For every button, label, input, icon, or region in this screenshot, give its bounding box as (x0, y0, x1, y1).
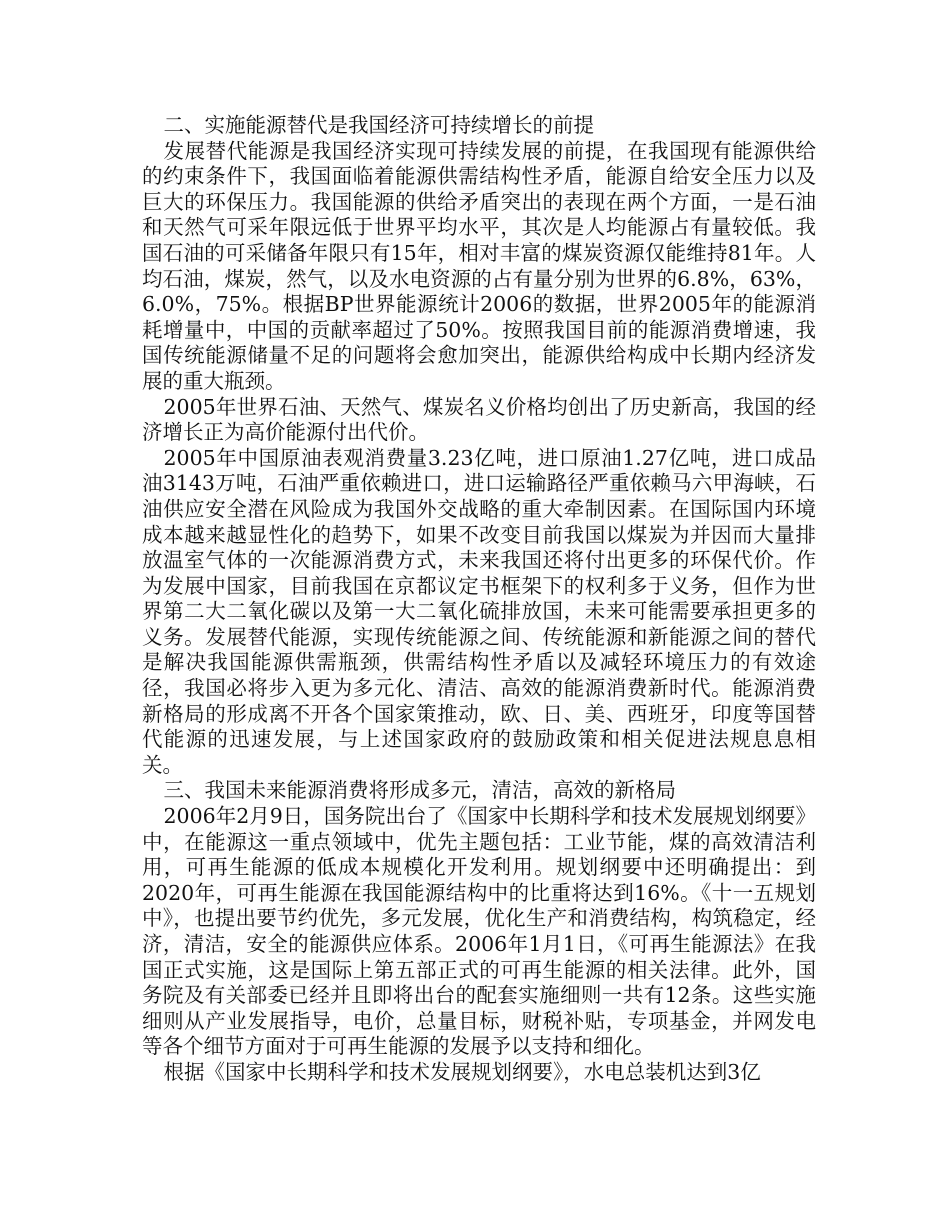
paragraph-energy-supply-constraints: 发展替代能源是我国经济实现可持续发展的前提，在我国现有能源供给的约束条件下，我国面临着能源供需结构性矛盾，能源自给安全压力以及巨大的环保压力。我国能源的供给矛盾突出的表现在两个方面，一是石油和天然气可采年限远低于世界平均水平，其次是人均能源占有量较低。我国石油的可采储备年限只有15年，相对丰富的煤炭资源仅能维持81年。人均石油，煤炭，然气，以及水电资源的占有量分别为世界的6.8%，63%，6.0%，75%。根据BP世界能源统计2006的数据，世界2005年的能源消耗增量中，中国的贡献率超过了50%。按照我国目前的能源消费增速，我国传统能源储量不足的问题将会愈加突出，能源供给构成中长期内经济发展的重大瓶颈。 (142, 138, 816, 393)
paragraph-development-plan-2006: 2006年2月9日，国务院出台了《国家中长期科学和技术发展规划纲要》中，在能源这一重点领域中，优先主题包括：工业节能，煤的高效清洁利用，可再生能源的低成本规模化开发利用。规划纲要中还明确提出：到2020年，可再生能源在我国能源结构中的比重将达到16%。《十一五规划中》，也提出要节约优先，多元发展，优化生产和消费结构，构筑稳定，经济，清洁，安全的能源供应体系。2006年1月1日，《可再生能源法》在我国正式实施，这是国际上第五部正式的可再生能源的相关法律。此外，国务院及有关部委已经并且即将出台的配套实施细则一共有12条。这些实施细则从产业发展指导，电价，总量目标，财税补贴，专项基金，并网发电等各个细节方面对于可再生能源的发展予以支持和细化。 (142, 804, 816, 1059)
section-heading-energy-substitution: 二、实施能源替代是我国经济可持续增长的前提 (163, 113, 595, 137)
paragraph-hydropower-target: 根据《国家中长期科学和技术发展规划纲要》，水电总装机达到3亿 (163, 1059, 761, 1084)
section-heading-new-energy-pattern: 三、我国未来能源消费将形成多元，清洁，高效的新格局 (163, 778, 677, 803)
document-body (142, 113, 816, 1086)
paragraph-energy-prices-2005: 2005年世界石油、天然气、煤炭名义价格均创出了历史新高，我国的经济增长正为高价能源付出代价。 (142, 394, 816, 445)
paragraph-oil-consumption-2005: 2005年中国原油表观消费量3.23亿吨，进口原油1.27亿吨，进口成品油3143万吨，石油严重依赖进口，进口运输路径严重依赖马六甲海峡，石油供应安全潜在风险成为我国外交战略的重大牵制因素。在国际国内环境成本越来越显性化的趋势下，如果不改变目前我国以煤炭为并因而大量排放温室气体的一次能源消费方式，未来我国还将付出更多的环保代价。作为发展中国家，目前我国在京都议定书框架下的权利多于义务，但作为世界第二大二氧化碳以及第一大二氧化硫排放国，未来可能需要承担更多的义务。发展替代能源，实现传统能源之间、传统能源和新能源之间的替代是解决我国能源供需瓶颈，供需结构性矛盾以及减轻环境压力的有效途径，我国必将步入更为多元化、清洁、高效的能源消费新时代。能源消费新格局的形成离不开各个国家策推动，欧、日、美、西班牙，印度等国替代能源的迅速发展，与上述国家政府的鼓励政策和相关促进法规息息相关。 (142, 445, 816, 777)
